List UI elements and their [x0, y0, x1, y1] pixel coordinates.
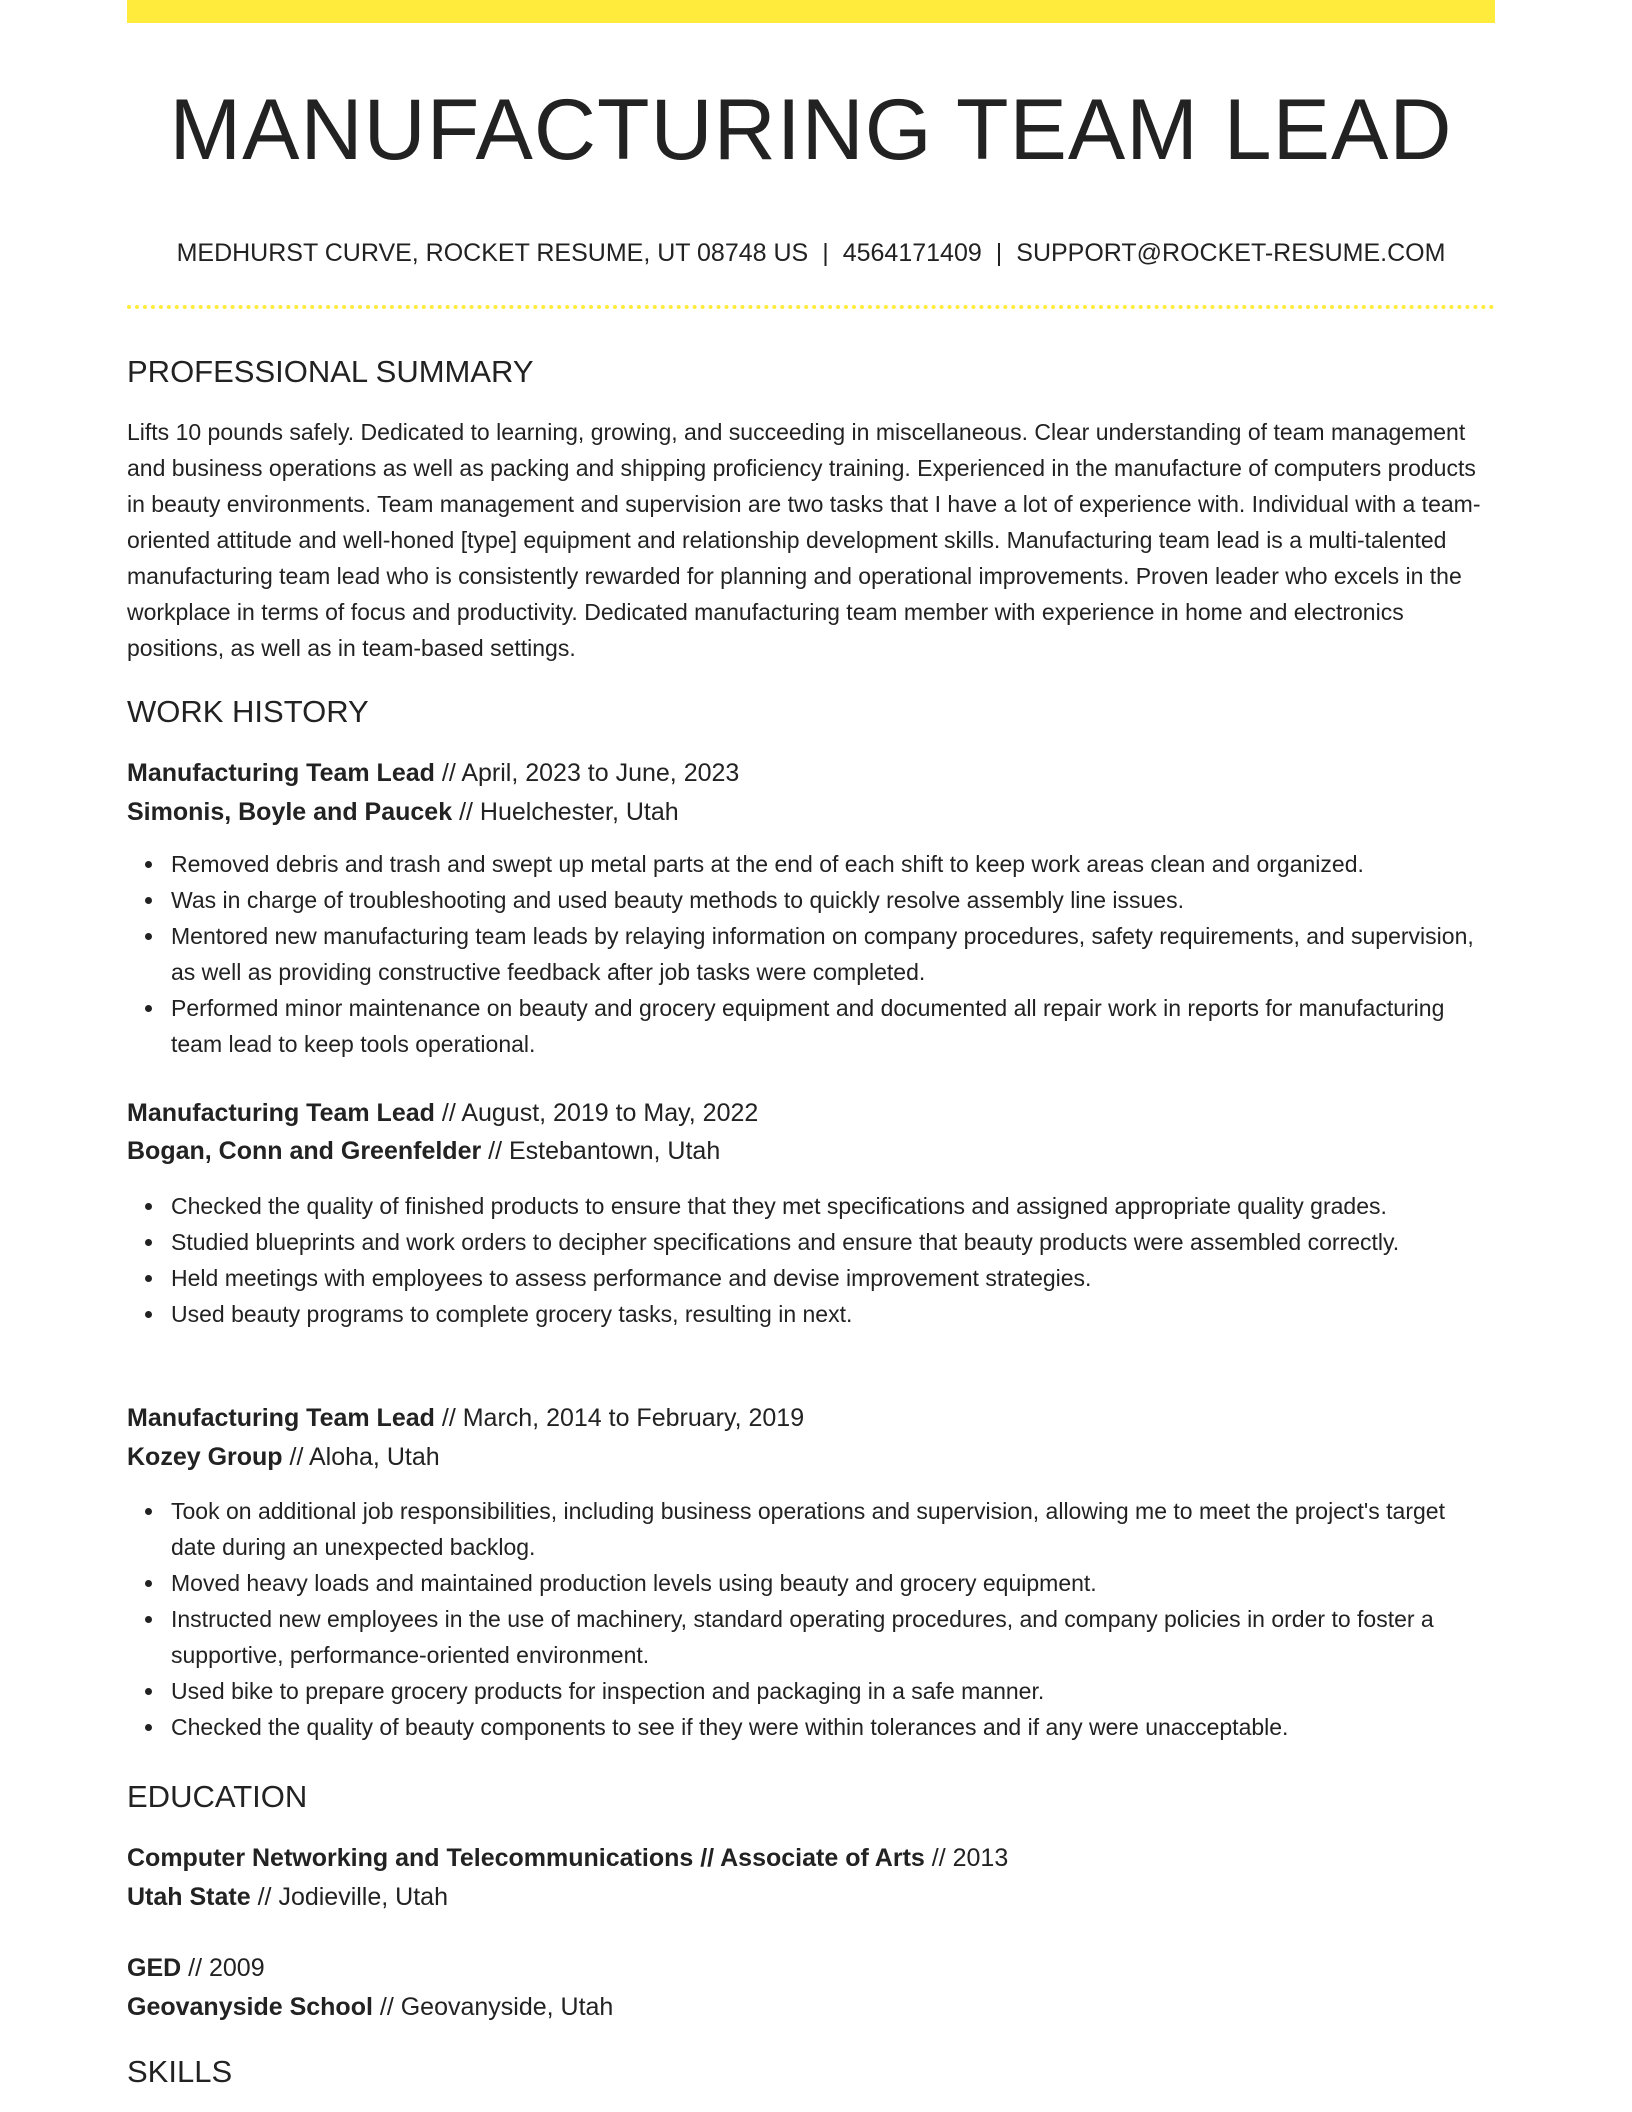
- education-degree-line: [127, 1951, 1495, 1985]
- job-company: Kozey Group: [127, 1443, 283, 1471]
- education-heading: EDUCATION: [127, 1779, 308, 1814]
- list-item: Used beauty programs to complete grocery tasks, resulting in next.: [171, 1296, 1495, 1332]
- job-company-line: [127, 1134, 1495, 1168]
- education-location: Jodieville, Utah: [278, 1883, 448, 1911]
- job-separator: //: [282, 1443, 309, 1471]
- job-title-line: [127, 756, 1495, 790]
- job-dates: August, 2019 to May, 2022: [461, 1099, 759, 1127]
- job-separator: //: [481, 1137, 509, 1165]
- list-item: Moved heavy loads and maintained production levels using beauty and grocery equipment.: [171, 1565, 1495, 1601]
- list-item: Performed minor maintenance on beauty and grocery equipment and documented all repair work in reports for manufacturing team lead to keep tools operational.: [171, 990, 1495, 1062]
- education-year: 2013: [952, 1844, 1009, 1872]
- job-company: Bogan, Conn and Greenfelder: [127, 1137, 482, 1165]
- education-location: Geovanyside, Utah: [400, 1993, 614, 2021]
- education-school: Geovanyside School: [127, 1993, 373, 2021]
- list-item: Instructed new employees in the use of machinery, standard operating procedures, and company policies in order to foster a supportive, performance-oriented environment.: [171, 1601, 1495, 1673]
- summary-text: Lifts 10 pounds safely. Dedicated to learning, growing, and succeeding in miscellaneous. Clear understanding of team management and business operations as well as packing and shipping proficiency training. Experienced in the manufacture of computers products in beauty environments. Team management and supervision are two tasks that I have a lot of experience with. Individual with a team-oriented attitude and well-honed [type] equipment and relationship development skills. Manufacturing team lead is a multi-talented manufacturing team lead who is consistently rewarded for planning and operational improvements. Proven leader who excels in the workplace in terms of focus and productivity. Dedicated manufacturing team member with experience in home and electronics positions, as well as in team-based settings.: [127, 419, 1481, 661]
- education-school-line: [127, 1880, 1495, 1914]
- list-item: Mentored new manufacturing team leads by relaying information on company procedures, safety requirements, and supervision, as well as providing constructive feedback after job tasks were completed.: [171, 918, 1495, 990]
- job-company: Simonis, Boyle and Paucek: [127, 798, 453, 826]
- list-item: Removed debris and trash and swept up metal parts at the end of each shift to keep work areas clean and organized.: [171, 846, 1495, 882]
- job-title-line: [127, 1401, 1495, 1435]
- contact-separator: |: [995, 239, 1003, 267]
- education-school-line: [127, 1990, 1495, 2024]
- job-separator: //: [434, 1099, 462, 1127]
- education-separator: //: [250, 1883, 279, 1911]
- contact-phone: 4564171409: [842, 239, 982, 267]
- list-item: Used bike to prepare grocery products for inspection and packaging in a safe manner.: [171, 1673, 1495, 1709]
- work-history-heading: WORK HISTORY: [127, 694, 369, 729]
- job-separator: //: [434, 1404, 463, 1432]
- contact-separator: |: [822, 239, 829, 267]
- skills-heading: SKILLS: [127, 2054, 233, 2089]
- accent-top-bar: [127, 0, 1495, 23]
- education-separator: //: [924, 1844, 953, 1872]
- job-separator: //: [434, 759, 462, 787]
- contact-address: MEDHURST CURVE, ROCKET RESUME, UT 08748 US: [176, 239, 809, 267]
- list-item: Checked the quality of finished products to ensure that they met specifications and assigned appropriate quality grades.: [171, 1188, 1495, 1224]
- education-separator: //: [372, 1993, 401, 2021]
- job-bullets: [127, 1493, 1495, 1745]
- job-separator: //: [452, 798, 480, 826]
- contact-email: SUPPORT@ROCKET-RESUME.COM: [1016, 239, 1446, 267]
- education-degree-line: [127, 1841, 1495, 1875]
- summary-heading: PROFESSIONAL SUMMARY: [127, 354, 534, 389]
- job-location: Huelchester, Utah: [479, 798, 679, 826]
- job-title: Manufacturing Team Lead: [127, 1404, 435, 1432]
- job-bullets: [127, 1188, 1495, 1332]
- job-company-line: [127, 795, 1495, 829]
- list-item: Studied blueprints and work orders to decipher specifications and ensure that beauty products were assembled correctly.: [171, 1224, 1495, 1260]
- job-title-line: [127, 1096, 1495, 1130]
- dotted-divider: [127, 305, 1495, 309]
- resume-title: MANUFACTURING TEAM LEAD: [169, 82, 1453, 178]
- list-item: Was in charge of troubleshooting and used beauty methods to quickly resolve assembly line issues.: [171, 882, 1495, 918]
- education-year: 2009: [208, 1954, 265, 1982]
- job-location: Estebantown, Utah: [509, 1137, 721, 1165]
- job-dates: April, 2023 to June, 2023: [461, 759, 740, 787]
- contact-line: [127, 236, 1495, 270]
- job-dates: March, 2014 to February, 2019: [462, 1404, 805, 1432]
- list-item: Took on additional job responsibilities, including business operations and supervision, allowing me to meet the project's target date during an unexpected backlog.: [171, 1493, 1495, 1565]
- education-school: Utah State: [127, 1883, 251, 1911]
- job-location: Aloha, Utah: [308, 1443, 440, 1471]
- education-separator: //: [181, 1954, 209, 1982]
- job-bullets: [127, 846, 1495, 1062]
- education-degree: Computer Networking and Telecommunications // Associate of Arts: [127, 1844, 925, 1872]
- job-title: Manufacturing Team Lead: [127, 759, 435, 787]
- list-item: Checked the quality of beauty components to see if they were within tolerances and if any were unacceptable.: [171, 1709, 1495, 1745]
- list-item: Held meetings with employees to assess performance and devise improvement strategies.: [171, 1260, 1495, 1296]
- education-degree: GED: [127, 1954, 182, 1982]
- job-title: Manufacturing Team Lead: [127, 1099, 435, 1127]
- job-company-line: [127, 1440, 1495, 1474]
